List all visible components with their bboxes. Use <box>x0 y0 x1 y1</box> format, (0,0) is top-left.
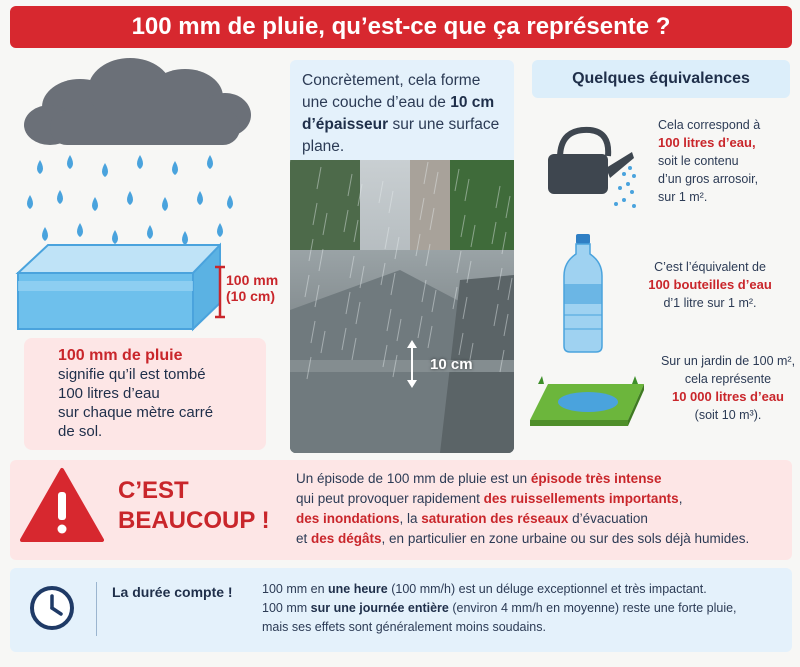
warning-text <box>296 469 786 549</box>
raindrop-icon <box>147 225 153 239</box>
duration-text-part: mais ses effets sont généralement moins soudains. <box>262 620 546 634</box>
depth-arrow <box>402 340 422 388</box>
rain-street-photo <box>290 160 514 453</box>
raindrop-icon <box>77 223 83 237</box>
raindrop-icon <box>57 190 63 204</box>
cloud-icon <box>24 58 251 145</box>
raindrop-icon <box>27 195 33 209</box>
duration-text-part: 100 mm <box>262 601 311 615</box>
raindrop-icon <box>127 191 133 205</box>
watering-can-icon <box>540 118 640 218</box>
water-tank <box>18 245 220 329</box>
tank-label-cm: (10 cm) <box>226 288 276 304</box>
raindrop-icon <box>92 197 98 211</box>
explanation-text-end: sur une surface plane. <box>302 116 500 155</box>
eq3-line: Sur un jardin de 100 m², <box>660 354 796 368</box>
warning-text-part: d’évacuation <box>568 511 648 526</box>
eq2-highlight: 100 bouteilles d’eau <box>648 277 772 292</box>
duration-bold: sur une journée entière <box>310 601 449 615</box>
raindrop-icon <box>102 163 108 177</box>
eq1-line: soit le contenu <box>658 154 739 168</box>
duration-title: La durée compte ! <box>112 584 233 600</box>
duration-divider <box>96 582 97 636</box>
eq3-line: cela représente <box>684 372 772 386</box>
duration-text <box>262 580 782 637</box>
warning-text-part: , la <box>399 511 422 526</box>
eq3-highlight: 10 000 litres d’eau <box>671 389 784 404</box>
warning-highlight: des dégâts <box>311 531 382 546</box>
raindrop-icon <box>182 231 188 245</box>
raindrop-icon <box>67 155 73 169</box>
definition-box <box>24 338 266 450</box>
equivalences-header: Quelques équivalences <box>532 60 790 98</box>
raindrop-icon <box>37 160 43 174</box>
equivalence-garden <box>658 352 798 424</box>
warning-title-line: BEAUCOUP ! <box>118 507 270 534</box>
eq1-highlight: 100 litres d’eau, <box>658 135 756 150</box>
eq1-line: d’un gros arrosoir, <box>658 172 759 186</box>
eq2-line: d’1 litre sur 1 m². <box>663 296 757 310</box>
raindrop-icon <box>217 223 223 237</box>
warning-highlight: des ruissellements importants <box>483 491 679 506</box>
warning-highlight: épisode très intense <box>530 471 662 486</box>
duration-text-part: 100 mm en <box>262 582 329 596</box>
raindrop-icon <box>207 155 213 169</box>
warning-title-line: C’EST <box>118 477 189 504</box>
water-bottle-icon <box>560 232 606 354</box>
raindrop-icon <box>172 161 178 175</box>
definition-line: 100 litres d’eau <box>58 385 160 402</box>
warning-text-part: Un épisode de 100 mm de pluie est un <box>296 471 531 486</box>
explanation-text: Concrètement, cela forme une couche d’eau de <box>302 72 481 111</box>
warning-title <box>118 476 270 536</box>
equivalence-bottles <box>625 258 795 312</box>
explanation-box <box>290 60 514 160</box>
warning-text-part: qui peut provoquer rapidement <box>296 491 484 506</box>
raindrop-icon <box>137 155 143 169</box>
warning-text-part: , en particulier en zone urbaine ou sur des sols déjà humides. <box>381 531 750 546</box>
warning-highlight: saturation des réseaux <box>421 511 569 526</box>
clock-icon <box>28 584 76 632</box>
definition-line: sur chaque mètre carré <box>58 404 214 421</box>
eq2-line: C’est l’équivalent de <box>654 260 766 274</box>
raindrop-icon <box>162 197 168 211</box>
warning-highlight: des inondations <box>296 511 400 526</box>
definition-line: signifie qu’il est tombé <box>58 366 206 383</box>
eq1-line: Cela correspond à <box>658 118 761 132</box>
equivalence-watering-can <box>658 116 798 206</box>
duration-bold: une heure <box>328 582 388 596</box>
duration-text-part: (environ 4 mm/h en moyenne) reste une forte pluie, <box>448 601 737 615</box>
tank-label-mm: 100 mm <box>226 272 279 288</box>
page-title: 100 mm de pluie, qu’est-ce que ça représente ? <box>10 6 792 48</box>
eq3-line: (soit 10 m³). <box>694 408 762 422</box>
duration-text-part: (100 mm/h) est un déluge exceptionnel et très impactant. <box>387 582 707 596</box>
photo-depth-label: 10 cm <box>430 356 473 373</box>
raindrop-icon <box>197 191 203 205</box>
definition-heading: 100 mm de pluie <box>58 347 183 364</box>
definition-line: de sol. <box>58 423 103 440</box>
explanation-bold: 10 cm d’épaisseur <box>302 94 495 133</box>
raindrop-icon <box>227 195 233 209</box>
eq1-line: sur 1 m². <box>658 190 708 204</box>
raindrop-icon <box>112 230 118 244</box>
garden-pond-icon <box>528 372 646 430</box>
warning-triangle-icon <box>20 466 104 544</box>
tank-height-label <box>226 272 278 304</box>
warning-text-part: , <box>678 491 683 506</box>
raindrop-icon <box>42 227 48 241</box>
warning-text-part: et <box>296 531 312 546</box>
